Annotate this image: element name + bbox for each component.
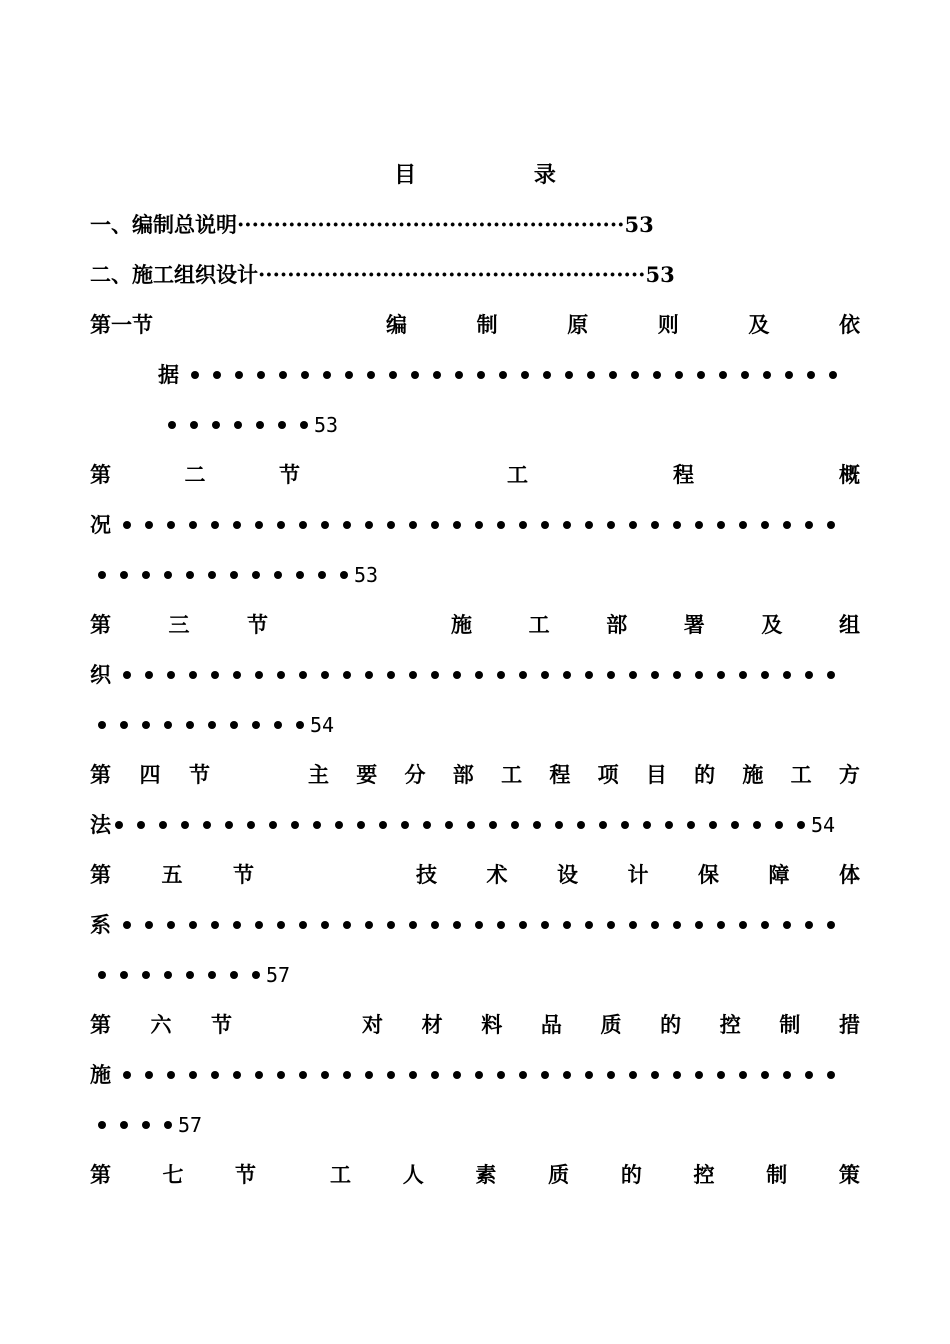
toc-entry-compilation-notes[interactable] [90,210,860,240]
leader-dot [277,521,285,529]
leader-dot [318,571,326,579]
toc-entry-section-5-cont2[interactable] [90,960,390,990]
leader-dot [186,721,194,729]
toc-entry-section-6-cont2[interactable] [90,1110,290,1140]
leader-dot [411,371,419,379]
leader-dot [233,521,241,529]
leader-dot [673,521,681,529]
toc-leader [123,921,835,929]
leader-dot [587,371,595,379]
leader-dot [335,821,343,829]
toc-entry-label: 二、施工组织设计 [90,262,258,287]
leader-dot [783,521,791,529]
leader-dot [115,821,123,829]
leader-dot [497,671,505,679]
leader-dot [665,821,673,829]
leader-dot [717,671,725,679]
leader-dot [213,371,221,379]
leader-dot [123,521,131,529]
leader-dot [123,1071,131,1079]
leader-dot [142,1121,150,1129]
leader-dot [401,821,409,829]
leader-dot [247,821,255,829]
leader-dot [829,371,837,379]
leader-dot [521,371,529,379]
leader-dot [181,821,189,829]
leader-dot [643,821,651,829]
section-title-wrap: 据 [158,362,179,387]
section-number: 第 五 节 [90,862,254,887]
leader-dot [543,371,551,379]
toc-entry-section-1[interactable] [90,310,860,340]
leader-dot [409,671,417,679]
leader-dot [519,1071,527,1079]
leader-dot [783,921,791,929]
leader-dot [423,821,431,829]
leader-dot [731,821,739,829]
leader-dot [278,421,286,429]
leader-dot [541,1071,549,1079]
leader-dot [695,1071,703,1079]
leader-dot [167,1071,175,1079]
leader-dot [827,921,835,929]
toc-page-number: 53 [624,212,654,237]
leader-dot [453,921,461,929]
leader-dot [123,671,131,679]
toc-entry-section-2-cont[interactable] [90,510,860,540]
toc-leader [191,371,837,379]
leader-dot [739,1071,747,1079]
section-title-wrap: 施 [90,1062,111,1087]
leader-dot [651,1071,659,1079]
leader-dot [607,671,615,679]
leader-dot [563,1071,571,1079]
leader-dot [225,821,233,829]
toc-leader [98,971,260,979]
section-title: 对 材 料 品 质 的 控 制 措 [362,1012,860,1037]
leader-dot [255,921,263,929]
leader-dot [167,521,175,529]
leader-dot [827,671,835,679]
section-title: 编 制 原 则 及 依 [386,312,860,337]
toc-entry-section-5-cont[interactable] [90,910,860,940]
leader-dot [98,571,106,579]
leader-dot [343,671,351,679]
leader-dot [519,671,527,679]
leader-dot [717,921,725,929]
leader-dot [475,521,483,529]
leader-dot [695,921,703,929]
leader-dot [741,371,749,379]
toc-entry-section-2[interactable] [90,460,860,490]
section-title-wrap: 织 [90,662,111,687]
leader-dot [739,671,747,679]
leader-dot [453,1071,461,1079]
leader-dot [343,521,351,529]
leader-dot [805,521,813,529]
leader-dot [145,1071,153,1079]
leader-dot [697,371,705,379]
toc-leader [123,521,835,529]
leader-dot [230,971,238,979]
leader-dot [387,1071,395,1079]
toc-entry-section-5[interactable] [90,860,860,890]
toc-entry-section-4[interactable] [90,760,860,790]
leader-dot [345,371,353,379]
section-title-wrap: 法 [90,812,111,837]
leader-dot [409,921,417,929]
leader-dot [453,521,461,529]
leader-dot [783,671,791,679]
leader-dot [785,371,793,379]
leader-dot [653,371,661,379]
leader-dot [142,721,150,729]
leader-dot [433,371,441,379]
leader-dot [164,971,172,979]
leader-dot [695,521,703,529]
toc-page-number: 53 [314,413,339,437]
leader-dot [145,671,153,679]
toc-leader [123,1071,835,1079]
toc-entry-section-3-cont[interactable] [90,660,860,690]
leader-dot [761,1071,769,1079]
section-number: 第一节 [90,312,153,337]
leader-dot [234,421,242,429]
toc-leader: ····················································· [237,212,625,237]
leader-dot [279,371,287,379]
toc-leader [168,421,308,429]
toc-entry-section-4-cont[interactable] [90,810,860,840]
leader-dot [565,371,573,379]
leader-dot [753,821,761,829]
section-title: 主 要 分 部 工 程 项 目 的 施 工 方 [308,762,860,787]
leader-dot [142,971,150,979]
leader-dot [577,821,585,829]
leader-dot [475,671,483,679]
leader-dot [137,821,145,829]
leader-dot [256,421,264,429]
leader-dot [827,1071,835,1079]
leader-dot [651,921,659,929]
leader-dot [367,371,375,379]
leader-dot [365,1071,373,1079]
leader-dot [211,1071,219,1079]
leader-dot [621,821,629,829]
section-title: 工 人 素 质 的 控 制 策 [330,1162,860,1187]
leader-dot [673,921,681,929]
section-number: 第 二 节 [90,462,300,487]
leader-dot [805,1071,813,1079]
leader-dot [783,1071,791,1079]
leader-dot [291,821,299,829]
leader-dot [189,521,197,529]
leader-dot [313,821,321,829]
leader-dot [274,721,282,729]
toc-page-number: 54 [310,713,335,737]
leader-dot [431,671,439,679]
toc-page-number: 54 [811,813,836,837]
leader-dot [365,521,373,529]
leader-dot [142,571,150,579]
leader-dot [675,371,683,379]
leader-dot [761,521,769,529]
section-title: 技 术 设 计 保 障 体 [416,862,860,887]
leader-dot [255,671,263,679]
leader-dot [168,421,176,429]
leader-dot [719,371,727,379]
leader-dot [497,521,505,529]
leader-dot [497,921,505,929]
leader-dot [321,521,329,529]
toc-entry-section-3[interactable] [90,610,860,640]
leader-dot [365,921,373,929]
leader-dot [827,521,835,529]
leader-dot [191,371,199,379]
toc-leader [123,671,835,679]
leader-dot [673,1071,681,1079]
toc-entry-section-3-cont2[interactable] [90,710,440,740]
leader-dot [120,1121,128,1129]
leader-dot [299,521,307,529]
leader-dot [343,1071,351,1079]
leader-dot [717,1071,725,1079]
leader-dot [497,1071,505,1079]
toc-entry-section-6[interactable] [90,1010,860,1040]
toc-leader [98,571,348,579]
leader-dot [629,521,637,529]
leader-dot [299,1071,307,1079]
leader-dot [321,671,329,679]
leader-dot [189,671,197,679]
leader-dot [717,521,725,529]
leader-dot [775,821,783,829]
leader-dot [805,921,813,929]
leader-dot [585,671,593,679]
leader-dot [609,371,617,379]
leader-dot [164,1121,172,1129]
section-title: 施 工 部 署 及 组 [451,612,860,637]
leader-dot [208,571,216,579]
leader-dot [299,671,307,679]
leader-dot [629,921,637,929]
leader-dot [120,721,128,729]
leader-dot [301,371,309,379]
leader-dot [120,571,128,579]
leader-dot [255,1071,263,1079]
toc-leader [115,821,805,829]
leader-dot [541,921,549,929]
leader-dot [300,421,308,429]
leader-dot [631,371,639,379]
leader-dot [739,521,747,529]
toc-entry-section-1-cont[interactable] [158,360,858,390]
leader-dot [120,971,128,979]
leader-dot [230,571,238,579]
section-title: 工 程 概 [507,462,860,487]
leader-dot [629,1071,637,1079]
leader-dot [519,521,527,529]
toc-entry-construction-design[interactable] [90,260,860,290]
leader-dot [541,521,549,529]
leader-dot [695,671,703,679]
leader-dot [159,821,167,829]
leader-dot [431,921,439,929]
leader-dot [585,521,593,529]
toc-page-number: 57 [178,1113,203,1137]
leader-dot [323,371,331,379]
leader-dot [296,571,304,579]
leader-dot [299,921,307,929]
leader-dot [387,671,395,679]
leader-dot [379,821,387,829]
toc-entry-label: 一、编制总说明 [90,212,237,237]
toc-entry-section-1-cont2[interactable] [160,410,460,440]
leader-dot [475,921,483,929]
toc-leader [98,721,304,729]
section-title-wrap: 况 [90,512,111,537]
leader-dot [208,971,216,979]
leader-dot [431,1071,439,1079]
leader-dot [211,921,219,929]
toc-entry-section-6-cont[interactable] [90,1060,860,1090]
leader-dot [145,521,153,529]
page-title: 目 录 [394,162,611,188]
toc-entry-section-7[interactable] [90,1160,860,1190]
leader-dot [651,521,659,529]
leader-dot [343,921,351,929]
leader-dot [389,371,397,379]
section-number: 第 六 节 [90,1012,232,1037]
leader-dot [189,921,197,929]
leader-dot [98,971,106,979]
leader-dot [445,821,453,829]
leader-dot [321,1071,329,1079]
leader-dot [252,721,260,729]
leader-dot [533,821,541,829]
leader-dot [167,671,175,679]
leader-dot [477,371,485,379]
section-number: 第 七 节 [90,1162,256,1187]
leader-dot [321,921,329,929]
toc-page-number: 57 [266,963,291,987]
leader-dot [189,1071,197,1079]
leader-dot [431,521,439,529]
leader-dot [208,721,216,729]
leader-dot [761,921,769,929]
leader-dot [607,521,615,529]
leader-dot [797,821,805,829]
leader-dot [585,921,593,929]
leader-dot [296,721,304,729]
leader-dot [164,721,172,729]
leader-dot [555,821,563,829]
leader-dot [709,821,717,829]
leader-dot [186,971,194,979]
leader-dot [807,371,815,379]
leader-dot [357,821,365,829]
leader-dot [233,671,241,679]
leader-dot [599,821,607,829]
leader-dot [277,1071,285,1079]
leader-dot [455,371,463,379]
leader-dot [409,521,417,529]
leader-dot [167,921,175,929]
leader-dot [541,671,549,679]
toc-leader: ····················································· [258,262,646,287]
leader-dot [233,921,241,929]
leader-dot [629,671,637,679]
leader-dot [212,421,220,429]
leader-dot [387,521,395,529]
leader-dot [467,821,475,829]
leader-dot [673,671,681,679]
section-number: 第 三 节 [90,612,268,637]
leader-dot [211,521,219,529]
leader-dot [230,721,238,729]
leader-dot [98,721,106,729]
section-number: 第 四 节 [90,762,210,787]
leader-dot [186,571,194,579]
leader-dot [365,671,373,679]
leader-dot [387,921,395,929]
leader-dot [763,371,771,379]
leader-dot [409,1071,417,1079]
leader-dot [252,571,260,579]
leader-dot [687,821,695,829]
section-title-wrap: 系 [90,912,111,937]
toc-entry-section-2-cont2[interactable] [90,560,490,590]
leader-dot [489,821,497,829]
leader-dot [274,571,282,579]
leader-dot [475,1071,483,1079]
leader-dot [563,921,571,929]
leader-dot [340,571,348,579]
leader-dot [563,521,571,529]
leader-dot [511,821,519,829]
leader-dot [164,571,172,579]
toc-page-number: 53 [354,563,379,587]
leader-dot [519,921,527,929]
leader-dot [233,1071,241,1079]
leader-dot [739,921,747,929]
leader-dot [453,671,461,679]
leader-dot [585,1071,593,1079]
leader-dot [761,671,769,679]
leader-dot [257,371,265,379]
leader-dot [145,921,153,929]
leader-dot [203,821,211,829]
leader-dot [123,921,131,929]
leader-dot [269,821,277,829]
leader-dot [277,921,285,929]
leader-dot [499,371,507,379]
leader-dot [255,521,263,529]
leader-dot [252,971,260,979]
leader-dot [98,1121,106,1129]
toc-leader [98,1121,172,1129]
leader-dot [805,671,813,679]
leader-dot [235,371,243,379]
leader-dot [607,1071,615,1079]
toc-page-number: 53 [645,262,675,287]
leader-dot [211,671,219,679]
leader-dot [563,671,571,679]
leader-dot [190,421,198,429]
leader-dot [277,671,285,679]
leader-dot [651,671,659,679]
leader-dot [607,921,615,929]
